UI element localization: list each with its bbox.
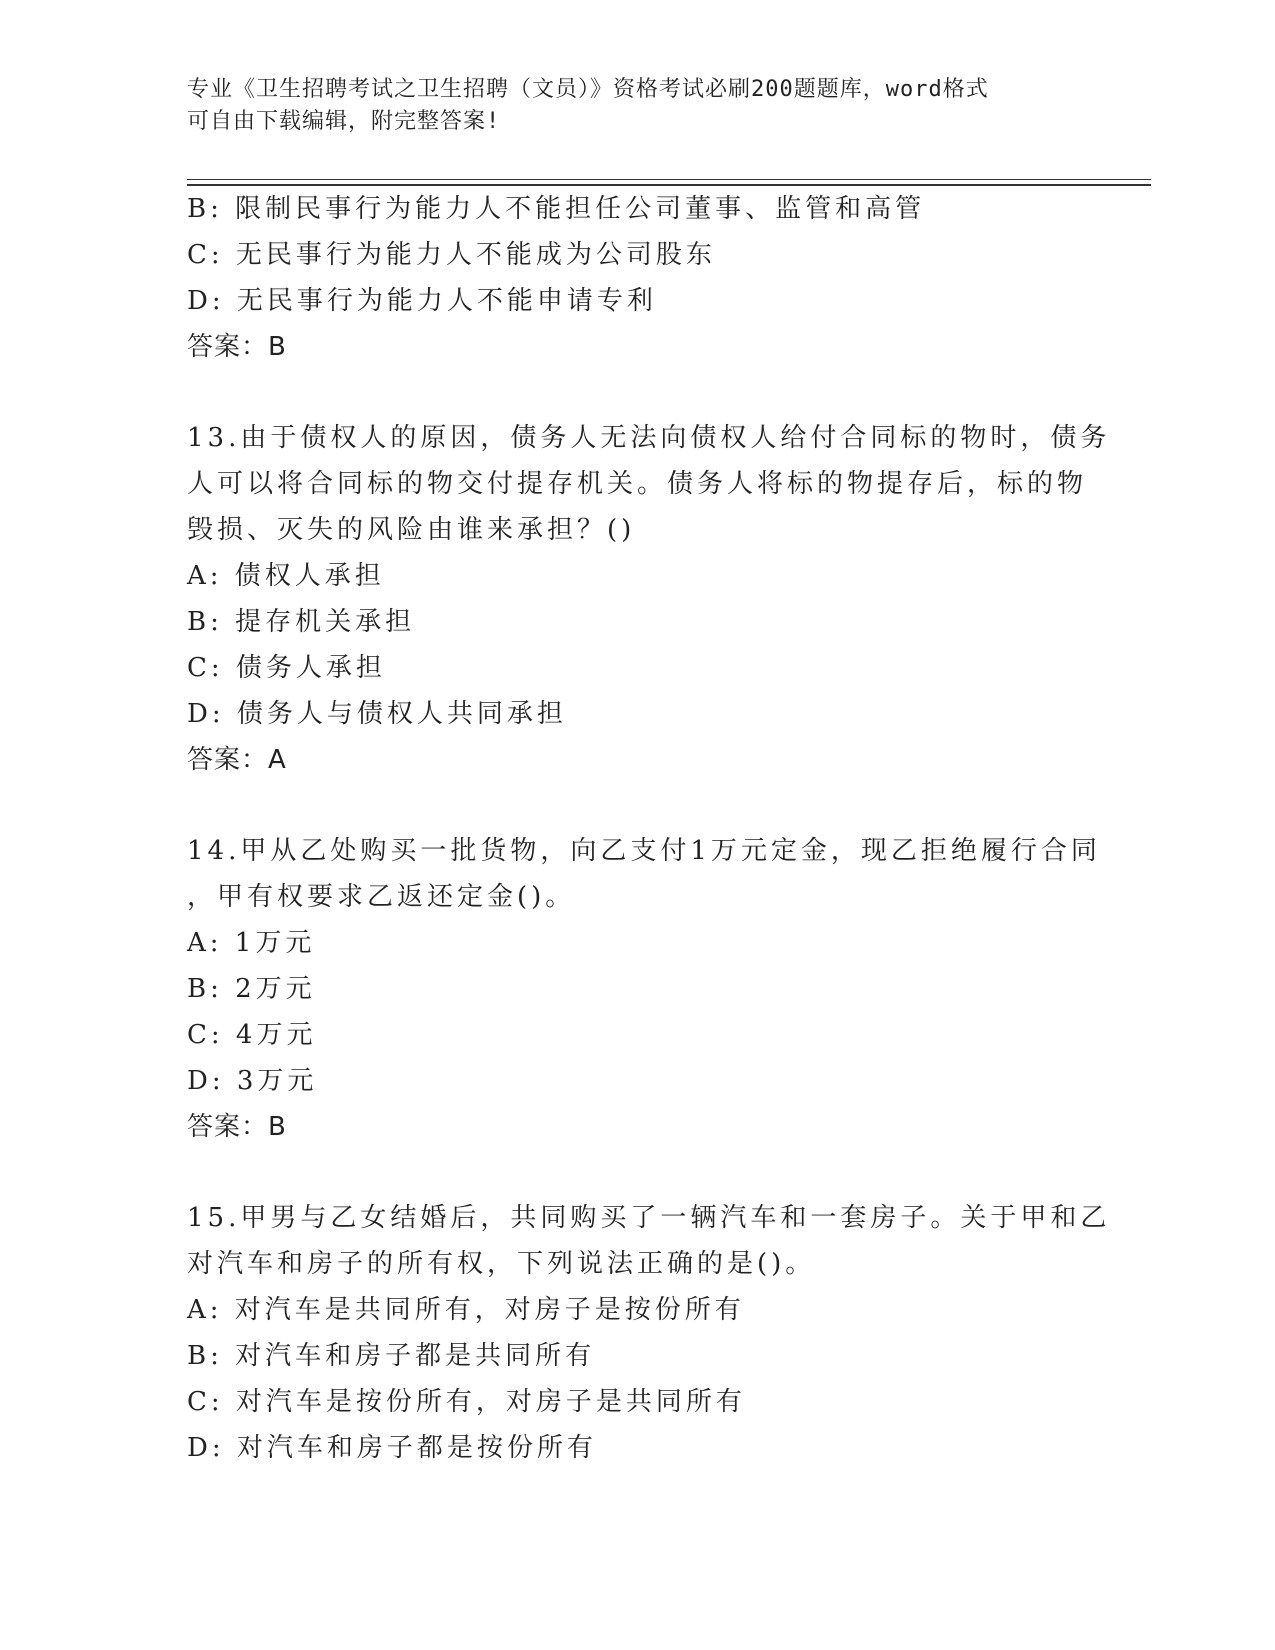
option-a: A: 债权人承担: [187, 561, 385, 591]
option-b: B: 限制民事行为能力人不能担任公司董事、监管和高管: [187, 194, 926, 224]
question-15: [187, 1195, 1111, 1471]
answer-label: 答案：B: [187, 1112, 287, 1142]
option-c: C: 4万元: [187, 1020, 317, 1050]
question-14: [187, 828, 1101, 1150]
option-d: D: 债务人与债权人共同承担: [187, 699, 567, 729]
spacer: [187, 1150, 1087, 1195]
document-header: [187, 74, 1087, 138]
question-13: [187, 415, 1111, 783]
question-stem: 人可以将合同标的物交付提存机关。债务人将标的物提存后，标的物: [187, 469, 1088, 499]
option-c: C: 对汽车是按份所有，对房子是共同所有: [187, 1387, 746, 1417]
answer-label: 答案：A: [187, 745, 287, 775]
question-stem: 14.甲从乙处购买一批货物，向乙支付1万元定金，现乙拒绝履行合同: [187, 836, 1101, 866]
spacer: [187, 370, 1087, 415]
question-content: [187, 186, 1111, 1471]
option-d: D: 对汽车和房子都是按份所有: [187, 1433, 597, 1463]
header-line-1: 专业《卫生招聘考试之卫生招聘（文员）》资格考试必刷200题题库，word格式: [187, 77, 989, 102]
option-d: D: 3万元: [187, 1066, 318, 1096]
option-c: C: 无民事行为能力人不能成为公司股东: [187, 240, 716, 270]
header-line-2: 可自由下载编辑，附完整答案!: [187, 109, 501, 134]
option-c: C: 债务人承担: [187, 653, 386, 683]
question-stem: ，甲有权要求乙返还定金()。: [187, 882, 576, 912]
question-stem: 13.由于债权人的原因，债务人无法向债权人给付合同标的物时，债务: [187, 423, 1111, 453]
option-a: A: 对汽车是共同所有，对房子是按份所有: [187, 1295, 745, 1325]
option-b: B: 2万元: [187, 974, 316, 1004]
option-b: B: 对汽车和房子都是共同所有: [187, 1341, 596, 1371]
option-d: D: 无民事行为能力人不能申请专利: [187, 286, 657, 316]
answer-label: 答案：B: [187, 332, 287, 362]
question-stem: 毁损、灭失的风险由谁来承担？(): [187, 515, 636, 545]
option-b: B: 提存机关承担: [187, 607, 416, 637]
question-stem: 对汽车和房子的所有权，下列说法正确的是()。: [187, 1249, 816, 1279]
header-divider-thin: [187, 179, 1151, 180]
spacer: [187, 783, 1087, 828]
question-12-tail: [187, 186, 1087, 370]
option-a: A: 1万元: [187, 928, 316, 958]
question-stem: 15.甲男与乙女结婚后，共同购买了一辆汽车和一套房子。关于甲和乙: [187, 1203, 1111, 1233]
